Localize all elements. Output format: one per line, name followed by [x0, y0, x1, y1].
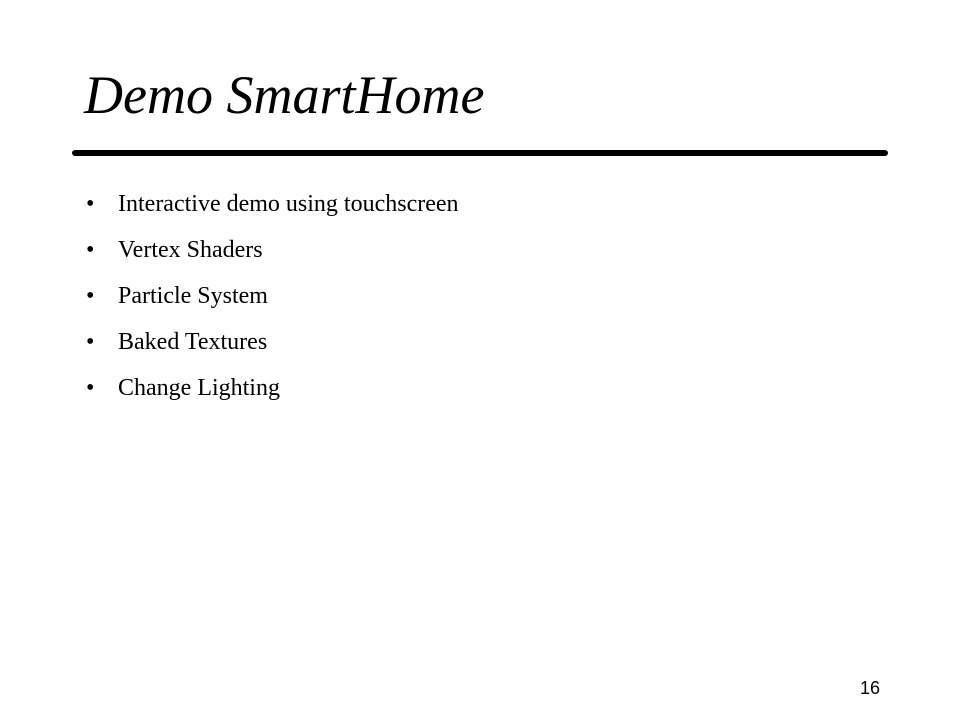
bullet-text: Vertex Shaders: [118, 237, 263, 263]
bullet-text: Baked Textures: [118, 329, 268, 355]
bullet-icon: •: [86, 329, 95, 355]
bullet-icon: •: [86, 237, 95, 263]
bullet-text: Change Lighting: [118, 375, 280, 401]
bullet-icon: •: [86, 375, 95, 401]
bullet-icon: •: [86, 191, 95, 217]
title-underline: [72, 150, 888, 156]
page-number: 16: [859, 678, 880, 698]
slide-title: Demo SmartHome: [84, 65, 485, 125]
bullet-text: Interactive demo using touchscreen: [118, 191, 459, 217]
bullet-text: Particle System: [118, 283, 268, 309]
bullet-icon: •: [86, 283, 95, 309]
